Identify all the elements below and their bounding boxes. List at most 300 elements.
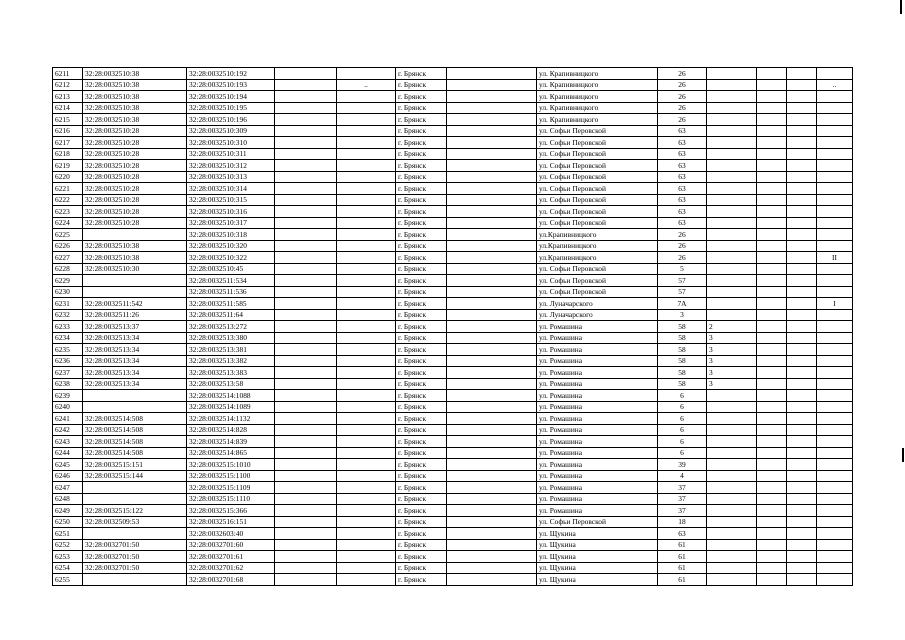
street-cell: ул. Ромашина — [537, 482, 658, 494]
blank-cell-b — [447, 148, 537, 160]
street-cell: ул. Софьи Перовской — [537, 137, 658, 149]
remark-cell: I — [817, 298, 853, 310]
parent-cadastral-number-cell: 32:28:0032513:37 — [83, 321, 187, 333]
extra-cell-a — [707, 91, 757, 103]
blank-cell-a — [275, 482, 337, 494]
extra-cell-a — [707, 562, 757, 574]
row-number-cell: 6212 — [53, 79, 83, 91]
blank-cell-b — [447, 125, 537, 137]
parent-cadastral-number-cell: 32:28:0032514:508 — [83, 436, 187, 448]
remark-cell — [817, 367, 853, 379]
blank-cell-a — [275, 263, 337, 275]
cadastral-number-cell: 32:28:0032510:313 — [187, 171, 275, 183]
parent-cadastral-number-cell: 32:28:0032510:38 — [83, 79, 187, 91]
mark-cell — [337, 229, 396, 241]
blank-cell-b — [447, 160, 537, 172]
extra-cell-a — [707, 309, 757, 321]
extra-cell-c — [787, 424, 817, 436]
blank-cell-a — [275, 516, 337, 528]
extra-cell-a — [707, 574, 757, 586]
table-row — [53, 229, 853, 241]
blank-cell-b — [447, 378, 537, 390]
city-cell: г. Брянск — [396, 206, 447, 218]
house-number-cell: 26 — [658, 102, 707, 114]
blank-cell-b — [447, 321, 537, 333]
table-row — [53, 493, 853, 505]
extra-cell-b — [757, 148, 787, 160]
street-cell: ул. Ромашина — [537, 424, 658, 436]
house-number-cell: 6 — [658, 447, 707, 459]
parent-cadastral-number-cell: 32:28:0032510:38 — [83, 252, 187, 264]
table-row — [53, 459, 853, 471]
table-row — [53, 263, 853, 275]
extra-cell-b — [757, 344, 787, 356]
parent-cadastral-number-cell: 32:28:0032510:30 — [83, 263, 187, 275]
cadastral-number-cell: 32:28:0032510:309 — [187, 125, 275, 137]
blank-cell-b — [447, 263, 537, 275]
extra-cell-c — [787, 102, 817, 114]
cadastral-number-cell: 32:28:0032701:62 — [187, 562, 275, 574]
table-row — [53, 286, 853, 298]
parent-cadastral-number-cell: 32:28:0032515:122 — [83, 505, 187, 517]
parent-cadastral-number-cell: 32:28:0032515:144 — [83, 470, 187, 482]
parent-cadastral-number-cell: 32:28:0032514:508 — [83, 447, 187, 459]
extra-cell-c — [787, 539, 817, 551]
city-cell: г. Брянск — [396, 321, 447, 333]
blank-cell-a — [275, 79, 337, 91]
remark-cell — [817, 206, 853, 218]
table-row — [53, 321, 853, 333]
extra-cell-c — [787, 493, 817, 505]
mark-cell — [337, 551, 396, 563]
remark-cell — [817, 194, 853, 206]
remark-cell — [817, 482, 853, 494]
house-number-cell: 61 — [658, 562, 707, 574]
blank-cell-a — [275, 217, 337, 229]
mark-cell — [337, 125, 396, 137]
street-cell: ул. Крапивницкого — [537, 91, 658, 103]
row-number-cell: 6211 — [53, 68, 83, 80]
remark-cell — [817, 183, 853, 195]
city-cell: г. Брянск — [396, 217, 447, 229]
city-cell: г. Брянск — [396, 539, 447, 551]
table-row — [53, 505, 853, 517]
row-number-cell: 6216 — [53, 125, 83, 137]
blank-cell-b — [447, 275, 537, 287]
parent-cadastral-number-cell: 32:28:0032510:28 — [83, 137, 187, 149]
extra-cell-c — [787, 171, 817, 183]
blank-cell-b — [447, 401, 537, 413]
street-cell: ул. Щукина — [537, 551, 658, 563]
city-cell: г. Брянск — [396, 482, 447, 494]
blank-cell-a — [275, 183, 337, 195]
parent-cadastral-number-cell: 32:28:0032509:53 — [83, 516, 187, 528]
row-number-cell: 6220 — [53, 171, 83, 183]
extra-cell-c — [787, 562, 817, 574]
city-cell: г. Брянск — [396, 137, 447, 149]
remark-cell — [817, 470, 853, 482]
extra-cell-a — [707, 194, 757, 206]
house-number-cell: 63 — [658, 206, 707, 218]
street-cell: ул. Ромашина — [537, 470, 658, 482]
city-cell: г. Брянск — [396, 160, 447, 172]
extra-cell-b — [757, 206, 787, 218]
mark-cell — [337, 482, 396, 494]
blank-cell-b — [447, 298, 537, 310]
table-row — [53, 102, 853, 114]
blank-cell-a — [275, 493, 337, 505]
house-number-cell: 61 — [658, 539, 707, 551]
remark-cell — [817, 148, 853, 160]
blank-cell-b — [447, 516, 537, 528]
table-row — [53, 240, 853, 252]
city-cell: г. Брянск — [396, 309, 447, 321]
blank-cell-a — [275, 355, 337, 367]
parent-cadastral-number-cell: 32:28:0032513:34 — [83, 355, 187, 367]
extra-cell-b — [757, 298, 787, 310]
mark-cell — [337, 459, 396, 471]
city-cell: г. Брянск — [396, 493, 447, 505]
house-number-cell: 63 — [658, 148, 707, 160]
blank-cell-a — [275, 275, 337, 287]
mark-cell — [337, 263, 396, 275]
parent-cadastral-number-cell: 32:28:0032511:26 — [83, 309, 187, 321]
blank-cell-b — [447, 114, 537, 126]
house-number-cell: 57 — [658, 286, 707, 298]
extra-cell-a — [707, 79, 757, 91]
city-cell: г. Брянск — [396, 378, 447, 390]
house-number-cell: 4 — [658, 470, 707, 482]
remark-cell — [817, 401, 853, 413]
house-number-cell: 58 — [658, 321, 707, 333]
house-number-cell: 6 — [658, 413, 707, 425]
extra-cell-b — [757, 413, 787, 425]
mark-cell — [337, 148, 396, 160]
table-row — [53, 148, 853, 160]
row-number-cell: 6237 — [53, 367, 83, 379]
blank-cell-a — [275, 137, 337, 149]
remark-cell — [817, 240, 853, 252]
extra-cell-a — [707, 275, 757, 287]
parent-cadastral-number-cell: 32:28:0032513:34 — [83, 344, 187, 356]
parent-cadastral-number-cell: 32:28:0032510:28 — [83, 206, 187, 218]
extra-cell-a — [707, 516, 757, 528]
extra-cell-a — [707, 493, 757, 505]
extra-cell-b — [757, 470, 787, 482]
street-cell: ул. Ромашина — [537, 413, 658, 425]
table-row — [53, 436, 853, 448]
parent-cadastral-number-cell: 32:28:0032510:38 — [83, 240, 187, 252]
cadastral-number-cell: 32:28:0032513:58 — [187, 378, 275, 390]
blank-cell-b — [447, 194, 537, 206]
remark-cell — [817, 390, 853, 402]
blank-cell-a — [275, 447, 337, 459]
city-cell: г. Брянск — [396, 344, 447, 356]
mark-cell — [337, 424, 396, 436]
table-row — [53, 332, 853, 344]
house-number-cell: 26 — [658, 240, 707, 252]
row-number-cell: 6247 — [53, 482, 83, 494]
extra-cell-c — [787, 574, 817, 586]
remark-cell — [817, 332, 853, 344]
extra-cell-a — [707, 436, 757, 448]
blank-cell-b — [447, 551, 537, 563]
extra-cell-a — [707, 539, 757, 551]
blank-cell-a — [275, 91, 337, 103]
blank-cell-b — [447, 332, 537, 344]
city-cell: г. Брянск — [396, 390, 447, 402]
blank-cell-a — [275, 424, 337, 436]
street-cell: ул. Ромашина — [537, 436, 658, 448]
remark-cell — [817, 171, 853, 183]
blank-cell-a — [275, 194, 337, 206]
parent-cadastral-number-cell: 32:28:0032510:28 — [83, 160, 187, 172]
row-number-cell: 6230 — [53, 286, 83, 298]
extra-cell-c — [787, 275, 817, 287]
remark-cell — [817, 447, 853, 459]
table-row — [53, 378, 853, 390]
extra-cell-c — [787, 378, 817, 390]
blank-cell-a — [275, 413, 337, 425]
extra-cell-c — [787, 321, 817, 333]
extra-cell-c — [787, 436, 817, 448]
extra-cell-c — [787, 252, 817, 264]
row-number-cell: 6228 — [53, 263, 83, 275]
extra-cell-b — [757, 160, 787, 172]
house-number-cell: 37 — [658, 505, 707, 517]
mark-cell — [337, 171, 396, 183]
house-number-cell: 57 — [658, 275, 707, 287]
mark-cell — [337, 137, 396, 149]
table-row — [53, 574, 853, 586]
blank-cell-a — [275, 344, 337, 356]
remark-cell — [817, 68, 853, 80]
table-row — [53, 447, 853, 459]
cadastral-number-cell: 32:28:0032510:318 — [187, 229, 275, 241]
city-cell: г. Брянск — [396, 505, 447, 517]
extra-cell-c — [787, 240, 817, 252]
cadastral-number-cell: 32:28:0032513:383 — [187, 367, 275, 379]
mark-cell — [337, 194, 396, 206]
blank-cell-b — [447, 367, 537, 379]
blank-cell-b — [447, 286, 537, 298]
table-row — [53, 355, 853, 367]
extra-cell-b — [757, 493, 787, 505]
blank-cell-a — [275, 206, 337, 218]
house-number-cell: 5 — [658, 263, 707, 275]
row-number-cell: 6241 — [53, 413, 83, 425]
blank-cell-b — [447, 79, 537, 91]
cadastral-registry-table — [52, 67, 853, 586]
city-cell: г. Брянск — [396, 275, 447, 287]
mark-cell — [337, 436, 396, 448]
extra-cell-a — [707, 102, 757, 114]
extra-cell-b — [757, 574, 787, 586]
blank-cell-a — [275, 562, 337, 574]
street-cell: ул. Крапивницкого — [537, 114, 658, 126]
house-number-cell: 18 — [658, 516, 707, 528]
blank-cell-a — [275, 114, 337, 126]
house-number-cell: 37 — [658, 493, 707, 505]
house-number-cell: 39 — [658, 459, 707, 471]
house-number-cell: 58 — [658, 332, 707, 344]
street-cell: ул. Софьи Перовской — [537, 217, 658, 229]
city-cell: г. Брянск — [396, 229, 447, 241]
row-number-cell: 6223 — [53, 206, 83, 218]
blank-cell-a — [275, 436, 337, 448]
cadastral-number-cell: 32:28:0032603:40 — [187, 528, 275, 540]
extra-cell-a — [707, 424, 757, 436]
table-row — [53, 137, 853, 149]
mark-cell — [337, 574, 396, 586]
parent-cadastral-number-cell — [83, 275, 187, 287]
blank-cell-b — [447, 539, 537, 551]
table-row — [53, 298, 853, 310]
cadastral-number-cell: 32:28:0032514:1088 — [187, 390, 275, 402]
extra-cell-b — [757, 459, 787, 471]
house-number-cell: 61 — [658, 551, 707, 563]
blank-cell-b — [447, 171, 537, 183]
row-number-cell: 6245 — [53, 459, 83, 471]
city-cell: г. Брянск — [396, 516, 447, 528]
city-cell: г. Брянск — [396, 528, 447, 540]
extra-cell-b — [757, 275, 787, 287]
row-number-cell: 6251 — [53, 528, 83, 540]
cadastral-number-cell: 32:28:0032510:311 — [187, 148, 275, 160]
cadastral-number-cell: 32:28:0032515:1110 — [187, 493, 275, 505]
mark-cell — [337, 344, 396, 356]
extra-cell-a — [707, 114, 757, 126]
street-cell: ул.Крапивницкого — [537, 229, 658, 241]
city-cell: г. Брянск — [396, 125, 447, 137]
blank-cell-a — [275, 286, 337, 298]
extra-cell-a — [707, 298, 757, 310]
extra-cell-c — [787, 148, 817, 160]
extra-cell-a: 3 — [707, 344, 757, 356]
remark-cell — [817, 516, 853, 528]
remark-cell — [817, 309, 853, 321]
blank-cell-a — [275, 390, 337, 402]
row-number-cell: 6226 — [53, 240, 83, 252]
blank-cell-b — [447, 459, 537, 471]
extra-cell-a — [707, 171, 757, 183]
row-number-cell: 6233 — [53, 321, 83, 333]
remark-cell: .. — [817, 79, 853, 91]
extra-cell-a — [707, 390, 757, 402]
blank-cell-a — [275, 171, 337, 183]
remark-cell — [817, 321, 853, 333]
parent-cadastral-number-cell: 32:28:0032514:508 — [83, 413, 187, 425]
extra-cell-a: 3 — [707, 378, 757, 390]
extra-cell-b — [757, 562, 787, 574]
cadastral-number-cell: 32:28:0032510:317 — [187, 217, 275, 229]
street-cell: ул. Щукина — [537, 528, 658, 540]
blank-cell-a — [275, 240, 337, 252]
row-number-cell: 6229 — [53, 275, 83, 287]
mark-cell — [337, 332, 396, 344]
street-cell: ул. Ромашина — [537, 401, 658, 413]
cadastral-number-cell: 32:28:0032514:865 — [187, 447, 275, 459]
house-number-cell: 26 — [658, 79, 707, 91]
city-cell: г. Брянск — [396, 286, 447, 298]
extra-cell-b — [757, 436, 787, 448]
blank-cell-a — [275, 367, 337, 379]
extra-cell-a — [707, 137, 757, 149]
blank-cell-b — [447, 424, 537, 436]
cadastral-number-cell: 32:28:0032510:192 — [187, 68, 275, 80]
row-number-cell: 6227 — [53, 252, 83, 264]
table-row — [53, 125, 853, 137]
extra-cell-b — [757, 551, 787, 563]
extra-cell-c — [787, 355, 817, 367]
mark-cell — [337, 413, 396, 425]
remark-cell — [817, 378, 853, 390]
blank-cell-b — [447, 413, 537, 425]
city-cell: г. Брянск — [396, 240, 447, 252]
extra-cell-b — [757, 217, 787, 229]
table-row — [53, 482, 853, 494]
remark-cell — [817, 505, 853, 517]
extra-cell-b — [757, 528, 787, 540]
table-row — [53, 79, 853, 91]
table-row — [53, 217, 853, 229]
parent-cadastral-number-cell: 32:28:0032510:28 — [83, 194, 187, 206]
extra-cell-a — [707, 217, 757, 229]
extra-cell-a — [707, 528, 757, 540]
cadastral-number-cell: 32:28:0032510:322 — [187, 252, 275, 264]
blank-cell-a — [275, 252, 337, 264]
cadastral-number-cell: 32:28:0032701:60 — [187, 539, 275, 551]
blank-cell-a — [275, 160, 337, 172]
row-number-cell: 6250 — [53, 516, 83, 528]
mark-cell — [337, 183, 396, 195]
house-number-cell: 63 — [658, 160, 707, 172]
remark-cell — [817, 217, 853, 229]
extra-cell-c — [787, 183, 817, 195]
house-number-cell: 37 — [658, 482, 707, 494]
extra-cell-b — [757, 263, 787, 275]
table-row — [53, 367, 853, 379]
house-number-cell: 3 — [658, 309, 707, 321]
extra-cell-c — [787, 125, 817, 137]
city-cell: г. Брянск — [396, 68, 447, 80]
extra-cell-b — [757, 229, 787, 241]
cadastral-number-cell: 32:28:0032510:314 — [187, 183, 275, 195]
blank-cell-a — [275, 401, 337, 413]
extra-cell-b — [757, 516, 787, 528]
city-cell: г. Брянск — [396, 263, 447, 275]
remark-cell — [817, 424, 853, 436]
blank-cell-b — [447, 355, 537, 367]
extra-cell-c — [787, 482, 817, 494]
mark-cell — [337, 275, 396, 287]
city-cell: г. Брянск — [396, 91, 447, 103]
extra-cell-c — [787, 79, 817, 91]
street-cell: ул. Софьи Перовской — [537, 206, 658, 218]
extra-cell-b — [757, 183, 787, 195]
table-row — [53, 516, 853, 528]
table-row — [53, 401, 853, 413]
blank-cell-b — [447, 344, 537, 356]
row-number-cell: 6219 — [53, 160, 83, 172]
cadastral-number-cell: 32:28:0032510:316 — [187, 206, 275, 218]
parent-cadastral-number-cell: 32:28:0032510:28 — [83, 171, 187, 183]
mark-cell — [337, 562, 396, 574]
blank-cell-a — [275, 528, 337, 540]
street-cell: ул. Софьи Перовской — [537, 125, 658, 137]
extra-cell-a — [707, 551, 757, 563]
row-number-cell: 6244 — [53, 447, 83, 459]
